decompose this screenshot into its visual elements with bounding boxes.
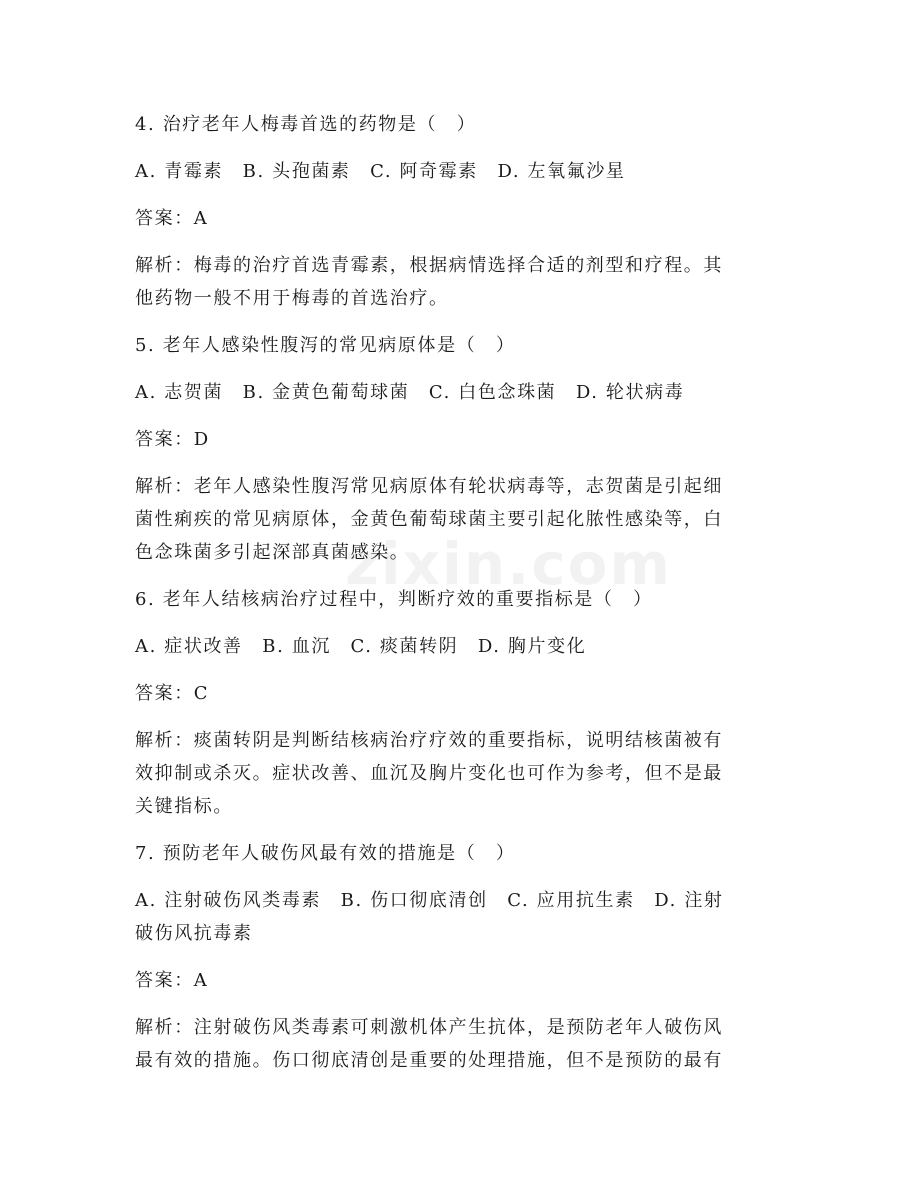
explanation-line: 菌性痢疾的常见病原体，金黄色葡萄球菌主要引起化脓性感染等，白 xyxy=(135,509,723,530)
options-line: A. 症状改善 B. 血沉 C. 痰菌转阴 D. 胸片变化 xyxy=(135,636,587,657)
options-line: A. 青霉素 B. 头孢菌素 C. 阿奇霉素 D. 左氧氟沙星 xyxy=(135,161,626,182)
document-body xyxy=(135,108,785,1077)
question-block-6 xyxy=(135,583,785,837)
question-text: 4. 治疗老年人梅毒首选的药物是（ ） xyxy=(135,114,477,135)
explanation-line: 色念珠菌多引起深部真菌感染。 xyxy=(135,542,410,563)
answer-line: 答案：A xyxy=(135,208,209,229)
question-text: 5. 老年人感染性腹泻的常见病原体是（ ） xyxy=(135,335,516,356)
question-block-7 xyxy=(135,837,785,1077)
options-line: A. 志贺菌 B. 金黄色葡萄球菌 C. 白色念珠菌 D. 轮状病毒 xyxy=(135,382,685,403)
explanation-line: 他药物一般不用于梅毒的首选治疗。 xyxy=(135,288,449,309)
answer-line: 答案：C xyxy=(135,683,210,704)
answer-line: 答案：A xyxy=(135,970,209,991)
explanation-line: 解析：痰菌转阴是判断结核病治疗疗效的重要指标，说明结核菌被有 xyxy=(135,730,723,751)
explanation-line: 解析：注射破伤风类毒素可刺激机体产生抗体，是预防老年人破伤风 xyxy=(135,1017,723,1038)
question-text: 6. 老年人结核病治疗过程中，判断疗效的重要指标是（ ） xyxy=(135,589,653,610)
answer-line: 答案：D xyxy=(135,429,210,450)
options-line: A. 注射破伤风类毒素 B. 伤口彻底清创 C. 应用抗生素 D. 注射 xyxy=(135,890,724,911)
question-block-4 xyxy=(135,108,785,329)
explanation-line: 最有效的措施。伤口彻底清创是重要的处理措施，但不是预防的最有 xyxy=(135,1050,723,1071)
explanation-line: 效抑制或杀灭。症状改善、血沉及胸片变化也可作为参考，但不是最 xyxy=(135,763,723,784)
question-block-5 xyxy=(135,329,785,583)
explanation-line: 关键指标。 xyxy=(135,796,233,817)
question-text: 7. 预防老年人破伤风最有效的措施是（ ） xyxy=(135,843,516,864)
explanation-line: 解析：梅毒的治疗首选青霉素，根据病情选择合适的剂型和疗程。其 xyxy=(135,255,723,276)
watermark: zixin.com xyxy=(345,530,672,598)
explanation-line: 解析：老年人感染性腹泻常见病原体有轮状病毒等，志贺菌是引起细 xyxy=(135,476,723,497)
options-line: 破伤风抗毒素 xyxy=(135,923,253,944)
